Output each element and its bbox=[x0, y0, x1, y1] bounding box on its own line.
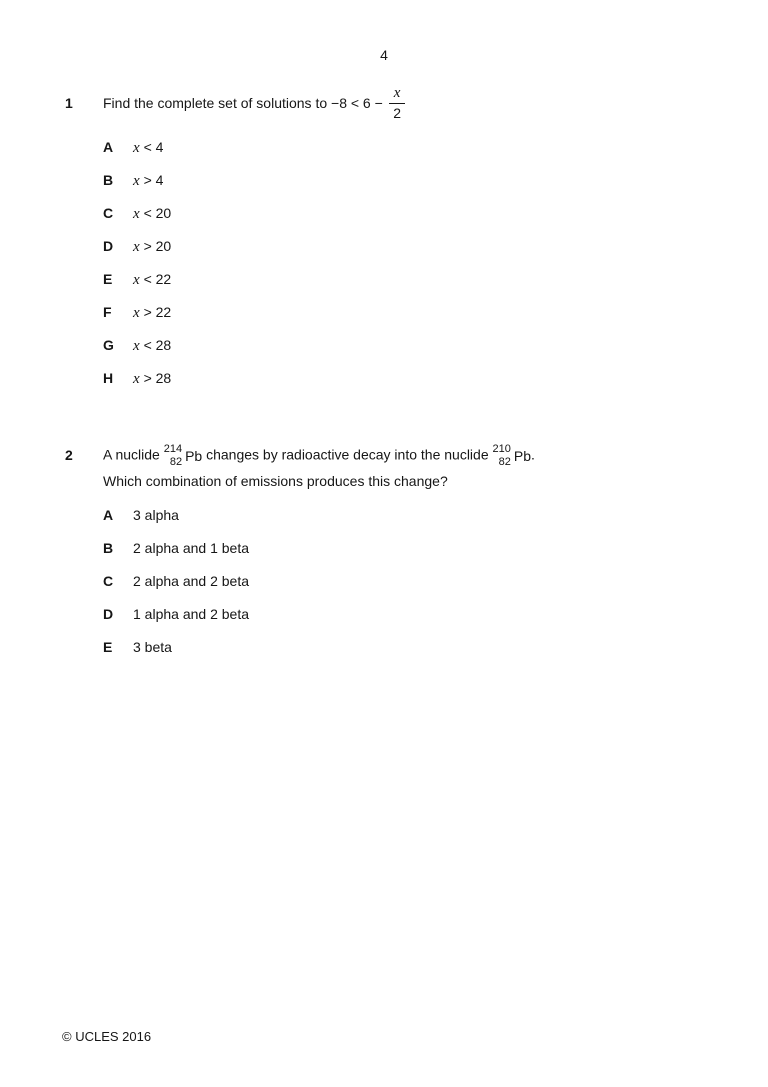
atomic-number: 82 bbox=[169, 456, 183, 468]
option-condition: > 4 bbox=[143, 172, 164, 188]
page-number: 4 bbox=[380, 47, 388, 63]
option-letter: A bbox=[103, 507, 114, 523]
nuclide-pb-214 bbox=[164, 443, 202, 469]
option-value bbox=[133, 139, 163, 157]
option-letter: C bbox=[103, 573, 114, 589]
question-2-options bbox=[103, 507, 728, 672]
option-value: 1 alpha and 2 beta bbox=[133, 606, 249, 622]
option-letter: C bbox=[103, 205, 114, 221]
q1-option-a bbox=[103, 139, 728, 172]
q1-option-g bbox=[103, 337, 728, 370]
option-value: 2 alpha and 1 beta bbox=[133, 540, 249, 556]
q2-option-b bbox=[103, 540, 728, 573]
option-value bbox=[133, 172, 163, 190]
element-symbol: Pb bbox=[185, 447, 203, 464]
option-value: 3 alpha bbox=[133, 507, 179, 523]
q1-option-b bbox=[103, 172, 728, 205]
option-condition: > 20 bbox=[143, 238, 172, 254]
q2-option-e bbox=[103, 639, 728, 672]
q1-option-f bbox=[103, 304, 728, 337]
mass-number: 214 bbox=[163, 443, 183, 455]
variable-x: x bbox=[133, 140, 140, 156]
question-2-prompt-line2: Which combination of emissions produces this change? bbox=[103, 473, 448, 489]
q2-option-c bbox=[103, 573, 728, 606]
option-condition: < 4 bbox=[143, 139, 164, 155]
nuclide-numbers bbox=[164, 443, 182, 469]
option-condition: > 28 bbox=[143, 370, 172, 386]
fraction-numerator: x bbox=[389, 85, 406, 104]
option-condition: > 22 bbox=[143, 304, 172, 320]
q1-option-d bbox=[103, 238, 728, 271]
option-letter: H bbox=[103, 370, 114, 386]
variable-x: x bbox=[133, 338, 140, 354]
nuclide-pb-210 bbox=[493, 443, 531, 469]
q1-option-h bbox=[103, 370, 728, 403]
variable-x: x bbox=[133, 206, 140, 222]
q2-text-before: A nuclide bbox=[103, 446, 160, 463]
option-letter: F bbox=[103, 304, 112, 320]
option-letter: D bbox=[103, 606, 114, 622]
option-value bbox=[133, 370, 171, 388]
variable-x: x bbox=[133, 305, 140, 321]
element-symbol: Pb bbox=[513, 447, 531, 464]
q2-text-middle: changes by radioactive decay into the nuclide bbox=[206, 446, 489, 463]
option-condition: < 22 bbox=[143, 271, 172, 287]
q2-option-a bbox=[103, 507, 728, 540]
question-2-number: 2 bbox=[65, 446, 73, 463]
mass-number: 210 bbox=[492, 443, 511, 455]
option-value bbox=[133, 238, 171, 256]
q2-option-d bbox=[103, 606, 728, 639]
fraction-x-over-2 bbox=[389, 85, 406, 122]
option-letter: B bbox=[103, 172, 114, 188]
option-value bbox=[133, 337, 171, 355]
q2-text-after: . bbox=[530, 446, 535, 463]
variable-x: x bbox=[133, 173, 140, 189]
question-2-prompt-line1 bbox=[103, 443, 728, 469]
option-value bbox=[133, 304, 171, 322]
option-letter: D bbox=[103, 238, 114, 254]
question-1-prompt bbox=[103, 85, 728, 122]
option-letter: E bbox=[103, 639, 113, 655]
copyright-notice: © UCLES 2016 bbox=[62, 1029, 152, 1044]
question-1-prompt-text: Find the complete set of solutions to bbox=[103, 95, 328, 111]
variable-x: x bbox=[133, 239, 140, 255]
q1-option-c bbox=[103, 205, 728, 238]
variable-x: x bbox=[133, 371, 140, 387]
option-value: 3 beta bbox=[133, 639, 172, 655]
question-2-prompt-row bbox=[65, 443, 728, 469]
inequality-left-part: −8 < 6 − bbox=[331, 95, 383, 111]
option-value: 2 alpha and 2 beta bbox=[133, 573, 249, 589]
question-1-prompt-row bbox=[65, 85, 728, 122]
option-letter: B bbox=[103, 540, 114, 556]
nuclide-numbers bbox=[493, 443, 511, 469]
option-value bbox=[133, 205, 171, 223]
option-condition: < 20 bbox=[143, 205, 172, 221]
question-2 bbox=[65, 443, 728, 672]
question-1 bbox=[65, 85, 728, 403]
q1-option-e bbox=[103, 271, 728, 304]
question-1-number: 1 bbox=[65, 95, 73, 111]
inequality-expression bbox=[331, 85, 405, 122]
question-1-options bbox=[103, 139, 728, 403]
fraction-denominator: 2 bbox=[393, 105, 402, 121]
option-value bbox=[133, 271, 171, 289]
variable-x: x bbox=[133, 272, 140, 288]
option-condition: < 28 bbox=[143, 337, 172, 353]
option-letter: A bbox=[103, 139, 114, 155]
atomic-number: 82 bbox=[498, 456, 511, 468]
option-letter: E bbox=[103, 271, 113, 287]
option-letter: G bbox=[103, 337, 114, 353]
